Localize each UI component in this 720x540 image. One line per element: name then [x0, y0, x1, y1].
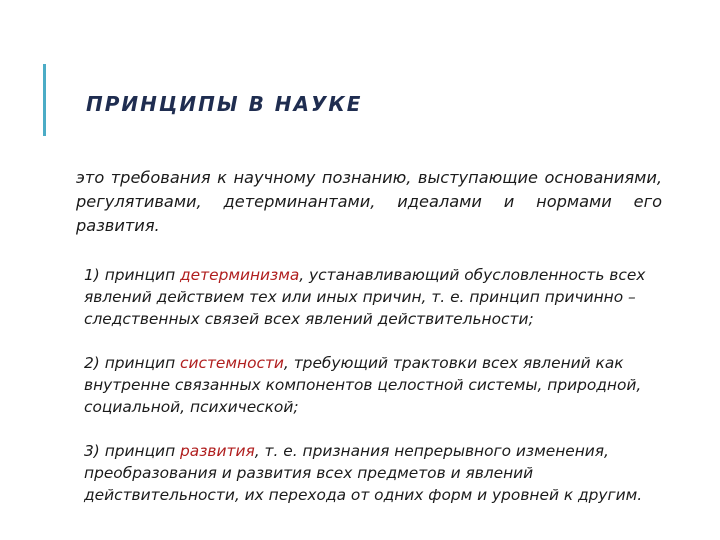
principle-description: , устанавливающий обусловленность всех явлений действием тех или иных причин, т. е. принцип причинно – следственных связей всех явлений действительности;	[84, 266, 646, 328]
principle-prefix: 1) принцип	[84, 266, 181, 284]
principle-item	[84, 264, 664, 330]
principles-list	[84, 264, 664, 528]
definition-text: это требования к научному познанию, выступающие основаниями, регулятивами, детерминантами, идеалами и нормами его развития.	[76, 168, 662, 235]
slide-title: ПРИНЦИПЫ В НАУКЕ	[86, 92, 363, 116]
principle-prefix: 3) принцип	[84, 442, 181, 460]
principle-term: системности	[180, 354, 284, 372]
principle-term: детерминизма	[180, 266, 300, 284]
accent-bar	[43, 64, 46, 136]
principle-term: развития	[180, 442, 255, 460]
principle-description: , т. е. признания непрерывного изменения, преобразования и развития всех предметов и явлений действительности, их перехода от одних форм и уровней к другим.	[84, 442, 643, 504]
principle-description: , требующий трактовки всех явлений как внутренне связанных компонентов целостной системы, природной, социальной, психической;	[84, 354, 642, 416]
principle-prefix: 2) принцип	[84, 354, 181, 372]
principle-item	[84, 352, 664, 418]
principle-item	[84, 440, 664, 506]
